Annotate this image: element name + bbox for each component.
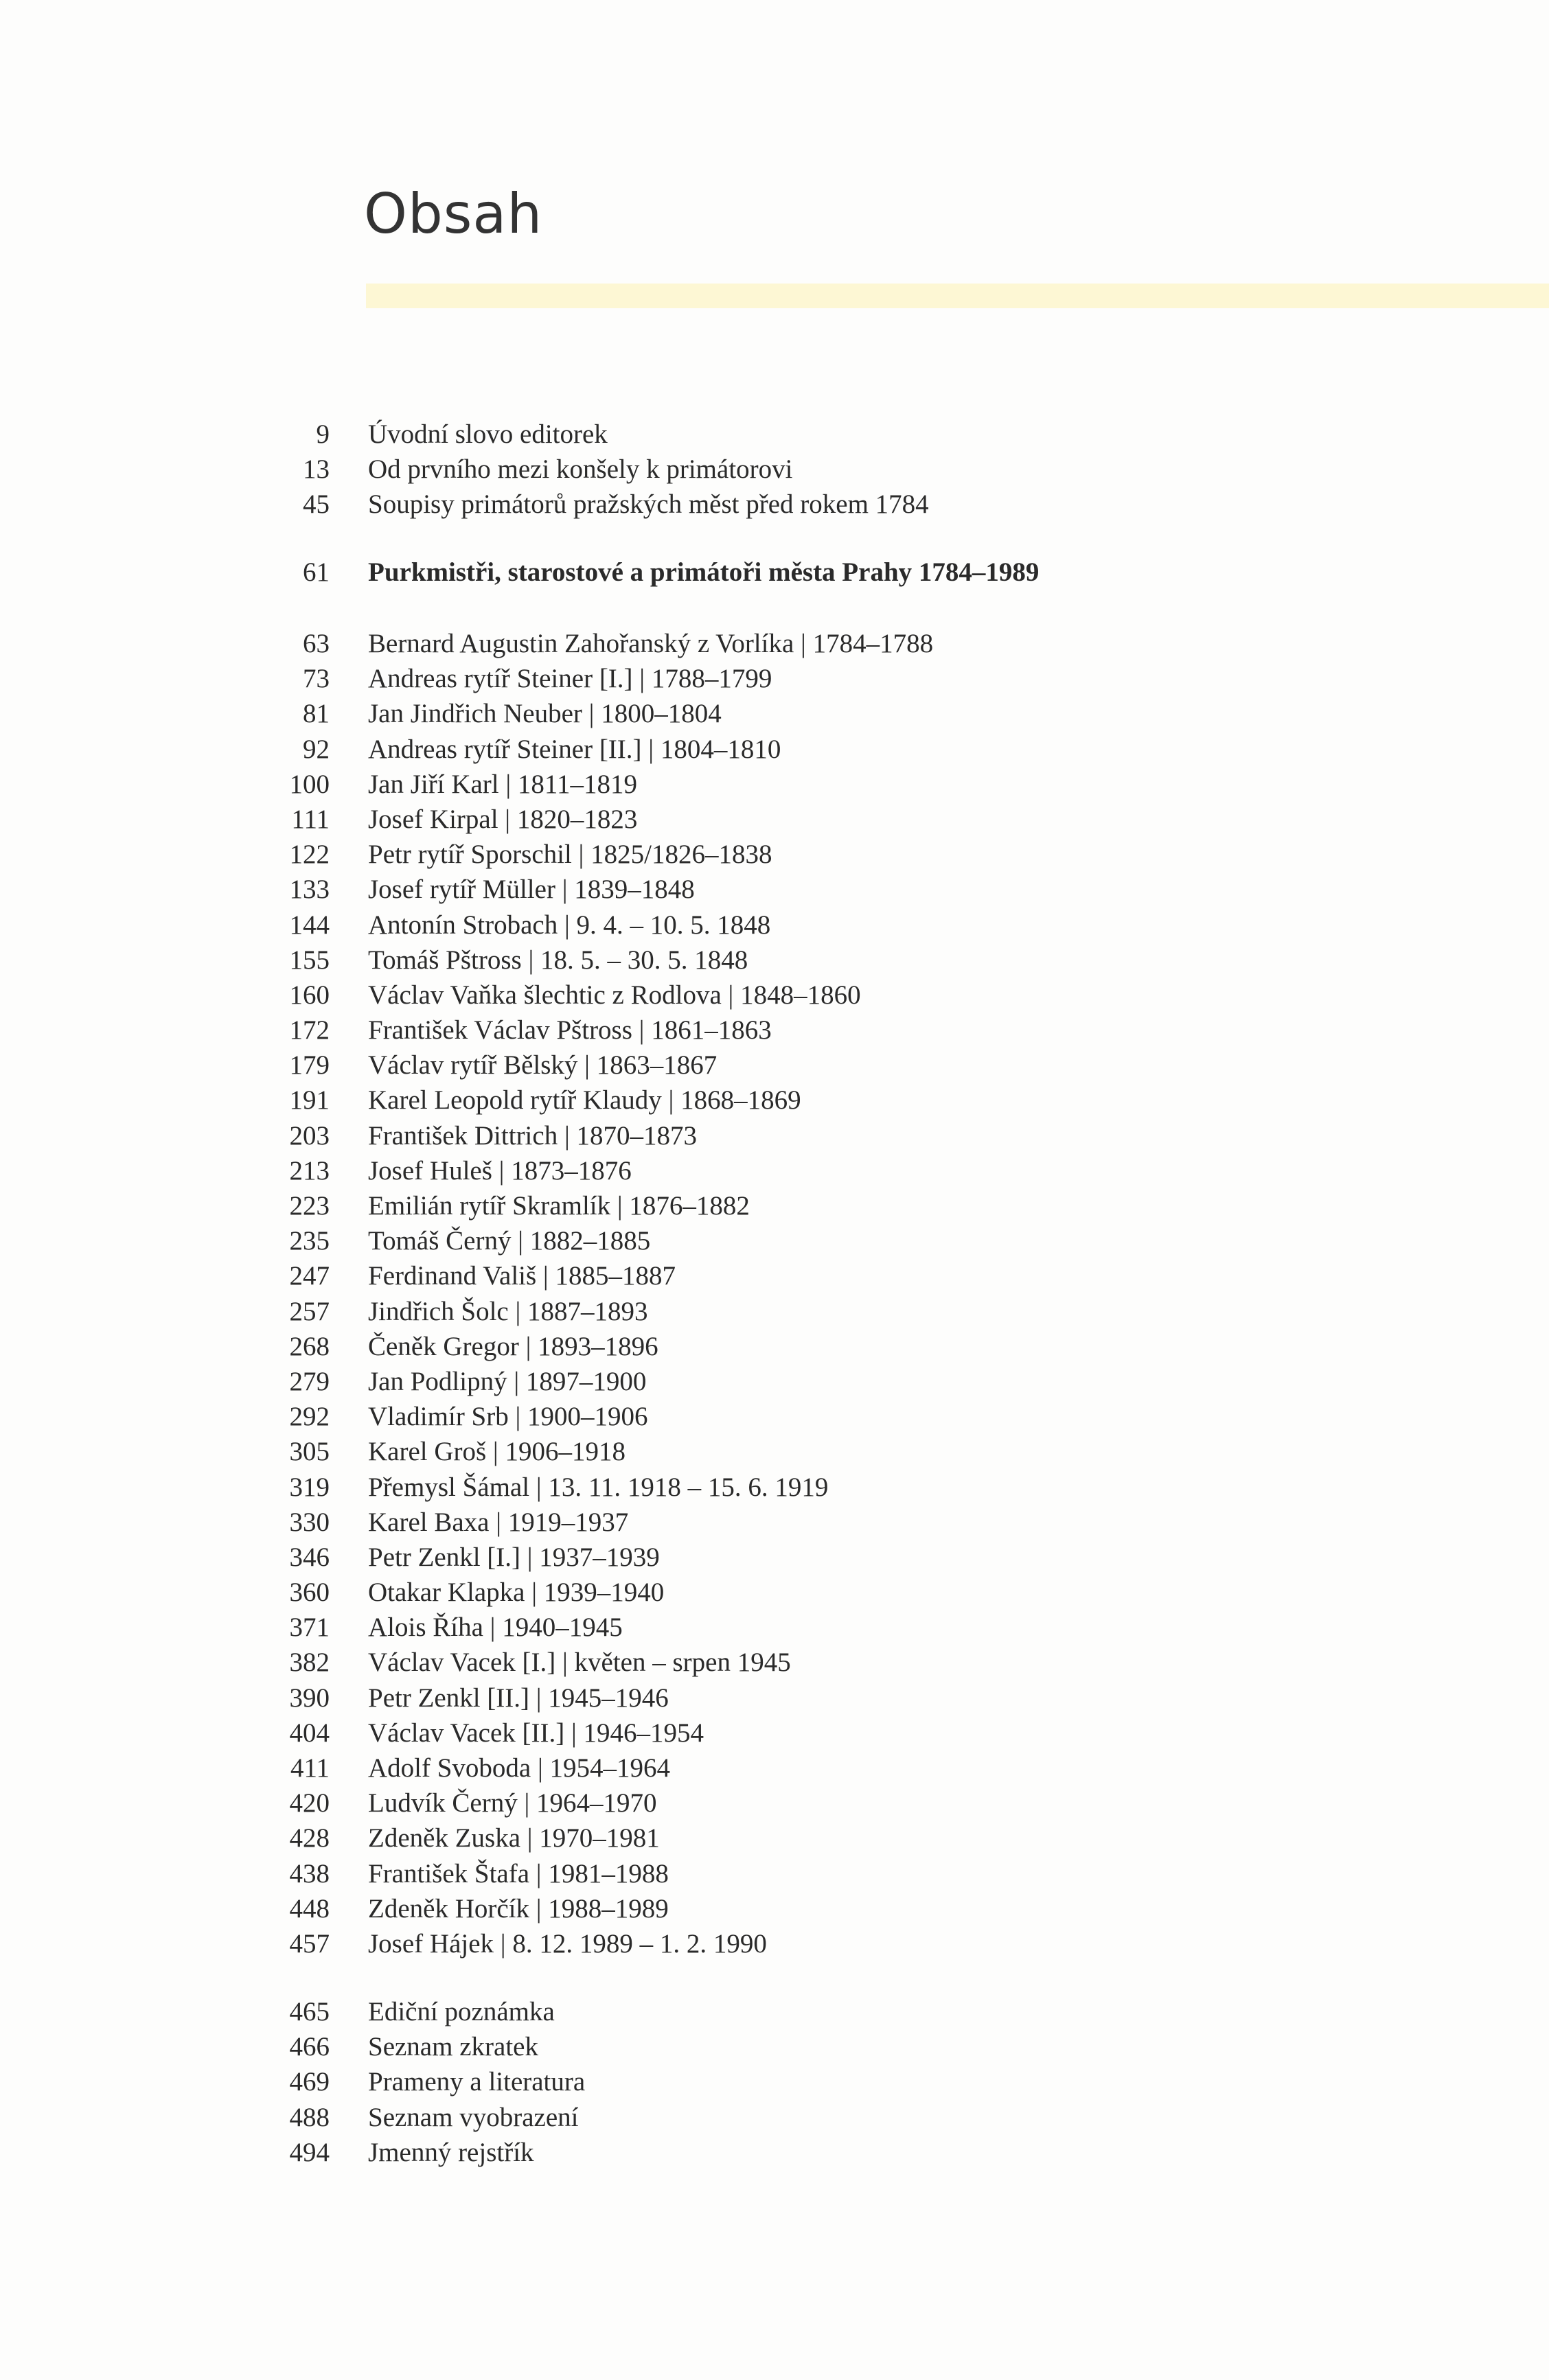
- toc-entry[interactable]: [0, 1891, 1549, 1926]
- toc-page-number: 360: [289, 1578, 330, 1608]
- toc-entry-title: František Dittrich | 1870–1873: [368, 1120, 698, 1151]
- toc-page-number: 235: [289, 1226, 330, 1256]
- toc-page-number: 179: [289, 1050, 330, 1081]
- toc-entry-title: Jan Jiří Karl | 1811–1819: [368, 769, 637, 799]
- toc-entry[interactable]: [0, 1329, 1549, 1364]
- toc-page-number: 155: [289, 945, 330, 975]
- toc-section-group: [0, 555, 1549, 590]
- toc-entry-title: Ferdinand Vališ | 1885–1887: [368, 1261, 676, 1291]
- toc-entry-title: Seznam zkratek: [368, 2032, 538, 2062]
- toc-entry[interactable]: [0, 1083, 1549, 1118]
- toc-entry[interactable]: [0, 1575, 1549, 1610]
- toc-entry[interactable]: [0, 1751, 1549, 1786]
- toc-entry-title: František Štafa | 1981–1988: [368, 1858, 669, 1888]
- toc-entry-title: Josef rytíř Müller | 1839–1848: [368, 875, 695, 905]
- toc-entry-title: Přemysl Šámal | 13. 11. 1918 – 15. 6. 1919: [368, 1472, 829, 1502]
- toc-entry-title: Andreas rytíř Steiner [II.] | 1804–1810: [368, 734, 781, 764]
- toc-back-matter-group: [0, 1994, 1549, 2170]
- toc-page-number: 9: [316, 419, 330, 449]
- toc-page-number: 191: [289, 1085, 330, 1116]
- toc-page-number: 92: [303, 734, 330, 764]
- toc-entry-title: Zdeněk Horčík | 1988–1989: [368, 1893, 669, 1923]
- toc-entry[interactable]: [0, 1434, 1549, 1469]
- toc-entry[interactable]: [0, 452, 1549, 487]
- toc-entry[interactable]: [0, 802, 1549, 837]
- toc-page-number: 305: [289, 1437, 330, 1467]
- toc-page-number: 111: [291, 804, 330, 834]
- toc-entry-title: Tomáš Pštross | 18. 5. – 30. 5. 1848: [368, 945, 748, 975]
- toc-page-number: 319: [289, 1472, 330, 1502]
- toc-entry[interactable]: [0, 487, 1549, 522]
- toc-page-number: 100: [289, 769, 330, 799]
- toc-entry[interactable]: [0, 1926, 1549, 1961]
- toc-page-number: 257: [289, 1296, 330, 1326]
- toc-page-number: 144: [289, 910, 330, 940]
- toc-entry[interactable]: [0, 626, 1549, 661]
- toc-page-number: 330: [289, 1507, 330, 1537]
- toc-entry-title: Bernard Augustin Zahořanský z Vorlíka | 1784–1788: [368, 629, 934, 658]
- toc-entry[interactable]: [0, 1645, 1549, 1680]
- toc-entry[interactable]: [0, 2135, 1549, 2170]
- toc-page-number: 268: [289, 1331, 330, 1361]
- toc-page-number: 172: [289, 1015, 330, 1045]
- toc-entry[interactable]: [0, 1013, 1549, 1048]
- toc-entry[interactable]: [0, 1294, 1549, 1329]
- toc-entry-title: Vladimír Srb | 1900–1906: [368, 1402, 648, 1432]
- toc-page-number: 63: [303, 629, 330, 658]
- toc-page-number: 457: [289, 1928, 330, 1959]
- toc-entry-title: Karel Baxa | 1919–1937: [368, 1507, 629, 1537]
- toc-entry-title: Karel Groš | 1906–1918: [368, 1437, 626, 1467]
- toc-entry[interactable]: [0, 908, 1549, 943]
- toc-page-number: 428: [289, 1823, 330, 1853]
- toc-entry-title: Václav Vacek [II.] | 1946–1954: [368, 1718, 704, 1748]
- toc-entry[interactable]: [0, 2100, 1549, 2135]
- toc-entry[interactable]: [0, 1715, 1549, 1751]
- toc-entry[interactable]: [0, 837, 1549, 872]
- toc-page-number: 213: [289, 1155, 330, 1186]
- toc-entry[interactable]: [0, 872, 1549, 907]
- toc-entry[interactable]: [0, 1994, 1549, 2029]
- toc-page-number: 160: [289, 980, 330, 1010]
- toc-entry[interactable]: [0, 1540, 1549, 1575]
- toc-entry[interactable]: [0, 2064, 1549, 2099]
- toc-intro-group: [0, 417, 1549, 522]
- toc-entry-title: Jan Podlipný | 1897–1900: [368, 1366, 647, 1396]
- toc-entry[interactable]: [0, 732, 1549, 767]
- toc-page-number: 469: [289, 2067, 330, 2097]
- toc-entry-title: Čeněk Gregor | 1893–1896: [368, 1331, 658, 1361]
- toc-entry-title: Václav rytíř Bělský | 1863–1867: [368, 1050, 718, 1081]
- toc-entry[interactable]: [0, 1048, 1549, 1083]
- toc-entry-title: Zdeněk Zuska | 1970–1981: [368, 1823, 660, 1853]
- toc-entry[interactable]: [0, 1223, 1549, 1258]
- toc-entry-title: Jmenný rejstřík: [368, 2137, 534, 2167]
- toc-entry-title: Alois Říha | 1940–1945: [368, 1613, 623, 1643]
- toc-page-number: 133: [289, 875, 330, 905]
- toc-page-number: 61: [303, 557, 330, 587]
- toc-entry[interactable]: [0, 1188, 1549, 1223]
- toc-entry[interactable]: [0, 1680, 1549, 1715]
- toc-entry[interactable]: [0, 978, 1549, 1013]
- toc-page-number: 448: [289, 1893, 330, 1923]
- toc-page-number: 247: [289, 1261, 330, 1291]
- toc-entry[interactable]: [0, 2029, 1549, 2064]
- toc-entry-title: Josef Kirpal | 1820–1823: [368, 804, 638, 834]
- toc-entry-title: Petr Zenkl [I.] | 1937–1939: [368, 1542, 660, 1572]
- toc-page-number: 404: [289, 1718, 330, 1748]
- toc-page-number: 45: [303, 489, 330, 520]
- toc-entry-title: Úvodní slovo editorek: [368, 419, 608, 449]
- toc-entry-title: Od prvního mezi konšely k primátorovi: [368, 454, 793, 485]
- toc-entry[interactable]: [0, 417, 1549, 452]
- toc-entry[interactable]: [0, 767, 1549, 802]
- toc-entry[interactable]: [0, 1258, 1549, 1293]
- toc-entry-title: Karel Leopold rytíř Klaudy | 1868–1869: [368, 1085, 801, 1116]
- toc-entry[interactable]: [0, 1118, 1549, 1153]
- toc-entry-title: Ludvík Černý | 1964–1970: [368, 1788, 657, 1818]
- toc-page-number: 292: [289, 1402, 330, 1432]
- toc-page-number: 122: [289, 840, 330, 870]
- toc-entry-title: Purkmistři, starostové a primátoři města Prahy 1784–1989: [368, 557, 1040, 587]
- toc-entry[interactable]: [0, 1364, 1549, 1399]
- toc-entry-title: Václav Vacek [I.] | květen – srpen 1945: [368, 1648, 791, 1678]
- toc-entry-title: František Václav Pštross | 1861–1863: [368, 1015, 772, 1045]
- toc-page-number: 382: [289, 1648, 330, 1678]
- toc-page-number: 438: [289, 1858, 330, 1888]
- toc-entry[interactable]: [0, 1399, 1549, 1434]
- toc-entry-title: Antonín Strobach | 9. 4. – 10. 5. 1848: [368, 910, 771, 940]
- toc-page-number: 411: [290, 1753, 330, 1783]
- toc-entry-title: Josef Hájek | 8. 12. 1989 – 1. 2. 1990: [368, 1928, 767, 1959]
- toc-page-number: 73: [303, 664, 330, 694]
- toc-entry[interactable]: [0, 696, 1549, 731]
- page-title: Obsah: [364, 182, 543, 246]
- toc-page-number: 420: [289, 1788, 330, 1818]
- toc-page-number: 346: [289, 1542, 330, 1572]
- toc-entry-title: Josef Huleš | 1873–1876: [368, 1155, 632, 1186]
- toc-page-number: 223: [289, 1191, 330, 1221]
- toc-mayors-group: [0, 626, 1549, 1961]
- toc-entry[interactable]: [0, 1505, 1549, 1540]
- toc-page-number: 203: [289, 1120, 330, 1151]
- title-highlight-bar: [366, 284, 1549, 308]
- toc-entry[interactable]: [0, 1470, 1549, 1505]
- toc-entry-title: Tomáš Černý | 1882–1885: [368, 1226, 651, 1256]
- toc-page-number: 13: [303, 454, 330, 485]
- toc-page-number: 465: [289, 1997, 330, 2026]
- toc-entry-title: Emilián rytíř Skramlík | 1876–1882: [368, 1191, 750, 1221]
- toc-entry-title: Ediční poznámka: [368, 1997, 555, 2026]
- toc-entry[interactable]: [0, 1856, 1549, 1891]
- toc-entry-title: Seznam vyobrazení: [368, 2102, 579, 2132]
- toc-entry-title: Soupisy primátorů pražských měst před rokem 1784: [368, 489, 929, 520]
- toc-entry[interactable]: [0, 1821, 1549, 1856]
- toc-page-number: 81: [303, 699, 330, 729]
- toc-entry[interactable]: [0, 661, 1549, 696]
- toc-section-heading[interactable]: [0, 555, 1549, 590]
- toc-entry[interactable]: [0, 1153, 1549, 1188]
- toc-page-number: 371: [289, 1613, 330, 1643]
- toc-page-number: 494: [289, 2137, 330, 2167]
- toc-page-number: 488: [289, 2102, 330, 2132]
- toc-entry-title: Jan Jindřich Neuber | 1800–1804: [368, 699, 722, 729]
- toc-entry-title: Adolf Svoboda | 1954–1964: [368, 1753, 671, 1783]
- toc-entry-title: Jindřich Šolc | 1887–1893: [368, 1296, 648, 1326]
- toc-page-number: 390: [289, 1683, 330, 1713]
- toc-entry-title: Andreas rytíř Steiner [I.] | 1788–1799: [368, 664, 772, 694]
- toc-page-number: 279: [289, 1366, 330, 1396]
- toc-entry[interactable]: [0, 1786, 1549, 1821]
- toc-page-number: 466: [289, 2032, 330, 2062]
- toc-entry[interactable]: [0, 1610, 1549, 1645]
- toc-entry-title: Prameny a literatura: [368, 2067, 586, 2097]
- toc-entry-title: Petr rytíř Sporschil | 1825/1826–1838: [368, 840, 772, 870]
- toc-entry-title: Václav Vaňka šlechtic z Rodlova | 1848–1860: [368, 980, 861, 1010]
- toc-entry-title: Otakar Klapka | 1939–1940: [368, 1578, 665, 1608]
- toc-entry[interactable]: [0, 943, 1549, 978]
- toc-entry-title: Petr Zenkl [II.] | 1945–1946: [368, 1683, 669, 1713]
